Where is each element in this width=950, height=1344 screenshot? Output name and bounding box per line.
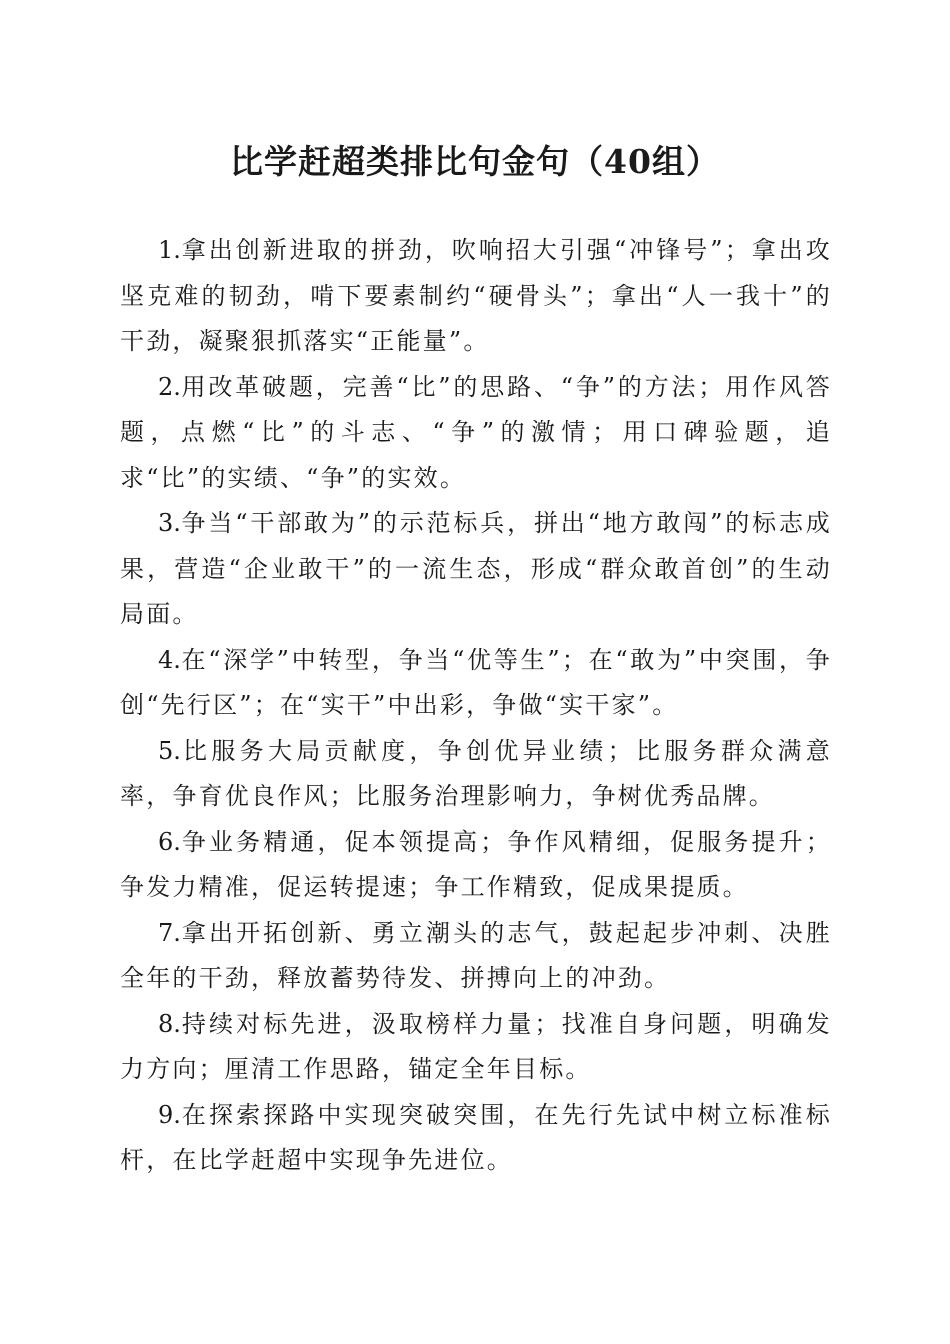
- paragraph-7: [120, 911, 832, 1002]
- item-text: 在探索探路中实现突破突围，在先行先试中树立标准标杆，在比学赶超中实现争先进位。: [120, 1100, 832, 1174]
- item-text: 比服务大局贡献度，争创优异业绩；比服务群众满意率，争育优良作风；比服务治理影响力，争树优秀品牌。: [120, 736, 832, 810]
- item-number: 8.: [158, 1009, 181, 1038]
- paragraph-4: [120, 638, 832, 729]
- item-text: 用改革破题，完善“比”的思路、“争”的方法；用作风答题，点燃“比”的斗志、“争”的激情；用口碑验题，追求“比”的实绩、“争”的实效。: [120, 372, 832, 492]
- paragraph-3: [120, 501, 832, 638]
- item-number: 4.: [158, 645, 181, 674]
- paragraph-5: [120, 729, 832, 820]
- item-text: 持续对标先进，汲取榜样力量；找准自身问题，明确发力方向；厘清工作思路，锚定全年目标。: [120, 1009, 832, 1083]
- item-number: 2.: [158, 372, 181, 401]
- item-number: 9.: [158, 1100, 181, 1129]
- item-number: 3.: [158, 509, 181, 537]
- paragraph-1: [120, 228, 832, 365]
- paragraph-8: [120, 1002, 832, 1093]
- item-text: 争业务精通，促本领提高；争作风精细，促服务提升；争发力精准，促运转提速；争工作精致，促成果提质。: [120, 827, 832, 901]
- item-number: 5.: [158, 736, 181, 765]
- item-text: 争当“干部敢为”的示范标兵，拼出“地方敢闯”的标志成果，营造“企业敢干”的一流生态，形成“群众敢首创”的生动局面。: [120, 509, 832, 628]
- document-body: [120, 228, 832, 1184]
- item-text: 拿出开拓创新、勇立潮头的志气，鼓起起步冲刺、决胜全年的干劲，释放蓄势待发、拼搏向上的冲劲。: [120, 918, 832, 992]
- item-number: 1.: [158, 236, 181, 264]
- item-text: 在“深学”中转型，争当“优等生”；在“敢为”中突围，争创“先行区”；在“实干”中出彩，争做“实干家”。: [120, 645, 832, 719]
- item-text: 拿出创新进取的拼劲，吹响招大引强“冲锋号”；拿出攻坚克难的韧劲，啃下要素制约“硬骨头”；拿出“人一我十”的干劲，凝聚狠抓落实“正能量”。: [120, 236, 832, 355]
- item-number: 7.: [158, 918, 181, 947]
- paragraph-9: [120, 1093, 832, 1184]
- document-title: 比学赶超类排比句金句（40组）: [230, 142, 720, 181]
- item-number: 6.: [158, 827, 181, 856]
- paragraph-2: [120, 365, 832, 502]
- paragraph-6: [120, 820, 832, 911]
